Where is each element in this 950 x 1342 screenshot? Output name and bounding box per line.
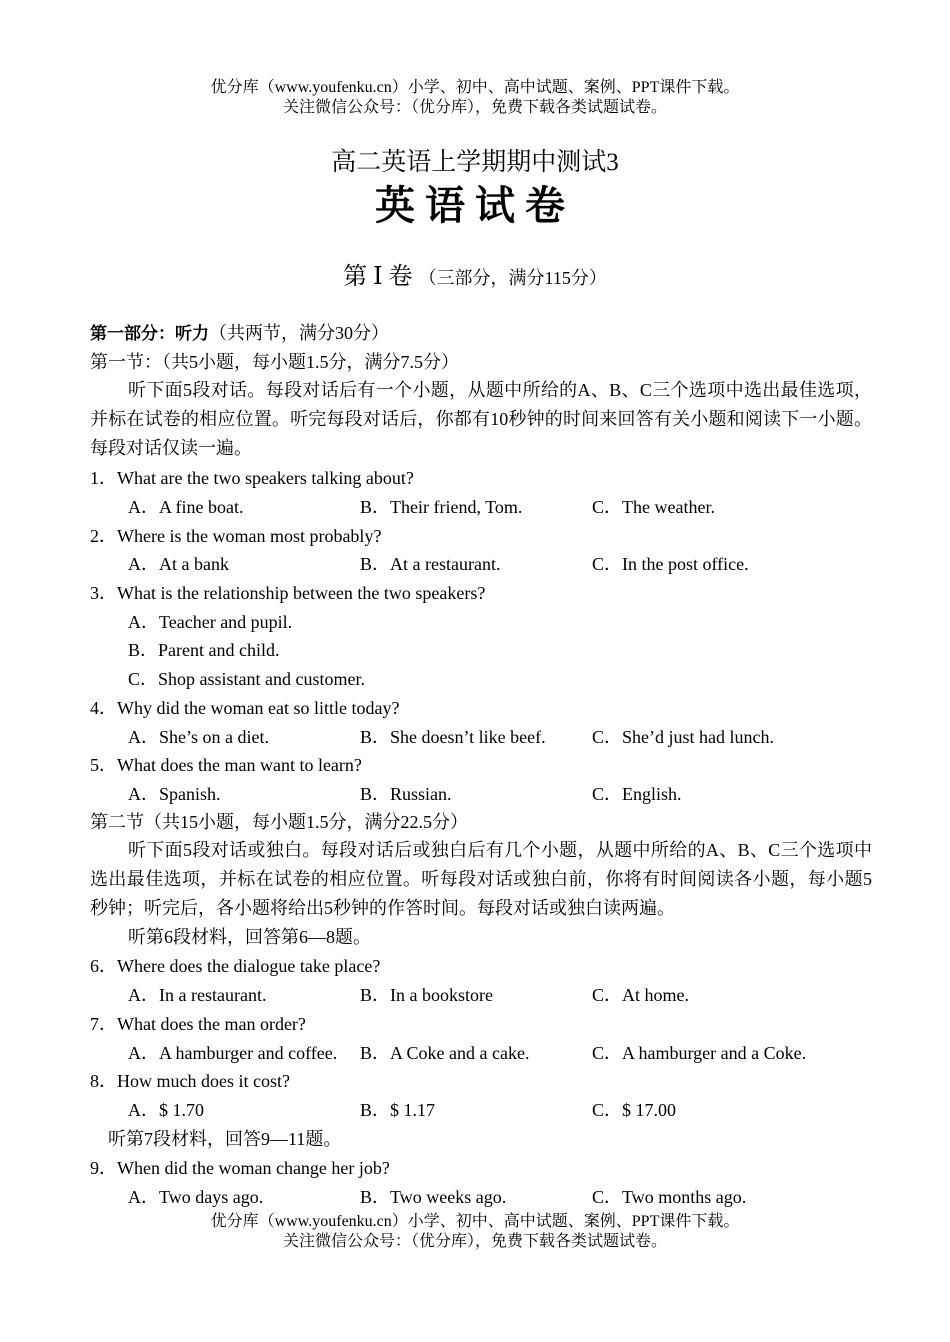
question-6-option-a: A．In a restaurant. — [128, 985, 267, 1005]
question-4: 4．Why did the woman eat so little today? — [90, 698, 400, 718]
material-7-note: 听第7段材料，回答9—11题。 — [108, 1129, 342, 1149]
footer-line-1: 优分库（www.youfenku.cn）小学、初中、高中试题、案例、PPT课件下载。 — [210, 1213, 740, 1230]
exam-subtitle: 高二英语上学期期中测试3 — [331, 149, 619, 176]
question-7-option-c: C．A hamburger and a Coke. — [592, 1043, 807, 1063]
question-2-option-a: A．At a bank — [128, 554, 229, 574]
question-5: 5．What does the man want to learn? — [90, 755, 362, 775]
question-2-option-c: C．In the post office. — [592, 554, 749, 574]
sub-section-1-instructions: 听下面5段对话。每段对话后有一个小题，从题中所给的A、B、C三个选项中选出最佳选项，并标在试卷的相应位置。听完每段对话后，你都有10秒钟的时间来回答有关小题和阅读下一小题。每段对话仅读一遍。 — [90, 380, 872, 458]
question-1-option-c: C．The weather. — [592, 497, 715, 517]
section1-heading-note: （共两节，满分30分） — [209, 323, 389, 343]
question-6: 6．Where does the dialogue take place? — [90, 956, 381, 976]
header-line-2: 关注微信公众号：（优分库），免费下载各类试题试卷。 — [282, 99, 667, 116]
question-1: 1．What are the two speakers talking about? — [90, 468, 414, 488]
question-9-option-c: C．Two months ago. — [592, 1187, 747, 1207]
question-3: 3．What is the relationship between the two speakers? — [90, 583, 486, 603]
question-8-option-a: A．$ 1.70 — [128, 1100, 204, 1120]
question-9-option-b: B．Two weeks ago. — [360, 1187, 507, 1207]
question-8-option-c: C．$ 17.00 — [592, 1100, 677, 1120]
question-1-option-a: A．A fine boat. — [128, 497, 244, 517]
question-3-option-b: B．Parent and child. — [128, 640, 280, 660]
part-note: （三部分，满分115分） — [418, 268, 607, 288]
question-8-option-b: B．$ 1.17 — [360, 1100, 436, 1120]
exam-title: 英语试卷 — [375, 183, 575, 229]
question-8: 8．How much does it cost? — [90, 1071, 290, 1091]
sub-section-2-instructions: 听下面5段对话或独白。每段对话后或独白后有几个小题，从题中所给的A、B、C三个选项中选出最佳选项，并标在试卷的相应位置。听每段对话或独白前，你将有时间阅读各小题，每小题5秒钟；听完后，各小题将给出5秒钟的作答时间。每段对话或独白读两遍。 — [90, 840, 872, 918]
question-5-option-c: C．English. — [592, 784, 682, 804]
section1-heading — [90, 321, 389, 346]
question-2: 2．Where is the woman most probably? — [90, 526, 382, 546]
question-6-option-c: C．At home. — [592, 985, 689, 1005]
question-7-option-b: B．A Coke and a cake. — [360, 1043, 530, 1063]
question-3-option-a: A．Teacher and pupil. — [128, 612, 293, 632]
section1-heading-bold: 第一部分：听力 — [90, 324, 209, 344]
question-9-option-a: A．Two days ago. — [128, 1187, 264, 1207]
part-heading — [0, 262, 950, 293]
sub-section-2-heading: 第二节（共15小题，每小题1.5分，满分22.5分） — [90, 812, 468, 832]
question-7-option-a: A．A hamburger and coffee. — [128, 1043, 338, 1063]
question-4-option-b: B．She doesn’t like beef. — [360, 727, 546, 747]
question-3-option-c: C．Shop assistant and customer. — [128, 669, 365, 689]
header-line-1: 优分库（www.youfenku.cn）小学、初中、高中试题、案例、PPT课件下载。 — [210, 79, 740, 96]
question-5-option-b: B．Russian. — [360, 784, 452, 804]
question-9: 9．When did the woman change her job? — [90, 1158, 390, 1178]
question-4-option-c: C．She’d just had lunch. — [592, 727, 774, 747]
question-6-option-b: B．In a bookstore — [360, 985, 493, 1005]
question-5-option-a: A．Spanish. — [128, 784, 221, 804]
sub-section-1-heading: 第一节：（共5小题，每小题1.5分，满分7.5分） — [90, 352, 459, 372]
question-7: 7．What does the man order? — [90, 1014, 306, 1034]
part-label: 第Ⅰ卷 — [343, 264, 419, 290]
question-1-option-b: B．Their friend, Tom. — [360, 497, 523, 517]
material-6-note: 听第6段材料，回答第6—8题。 — [128, 927, 371, 947]
footer-line-2: 关注微信公众号：（优分库），免费下载各类试题试卷。 — [282, 1233, 667, 1250]
question-4-option-a: A．She’s on a diet. — [128, 727, 269, 747]
question-2-option-b: B．At a restaurant. — [360, 554, 501, 574]
